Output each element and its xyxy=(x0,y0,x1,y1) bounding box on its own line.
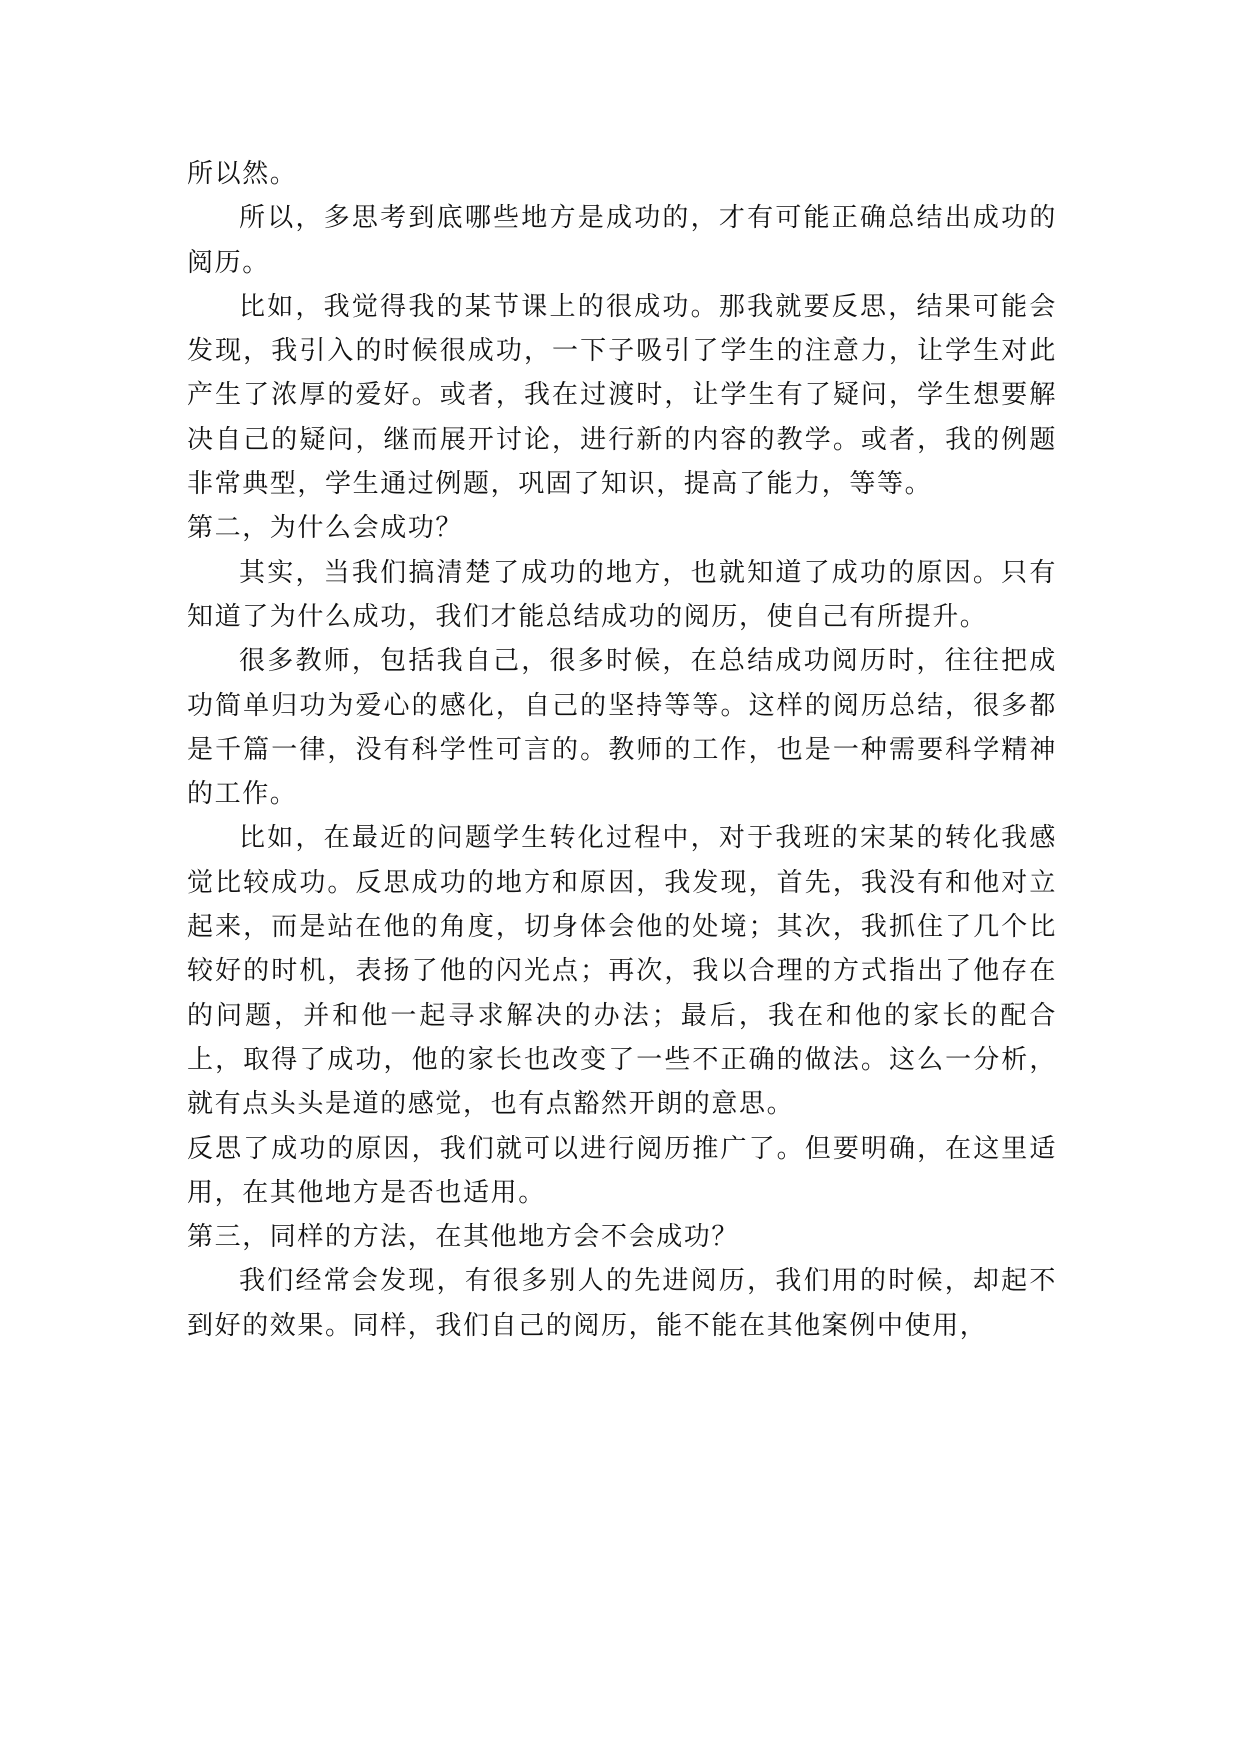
paragraph: 其实，当我们搞清楚了成功的地方，也就知道了成功的原因。只有知道了为什么成功，我们才能总结成功的阅历，使自己有所提升。 xyxy=(187,557,1057,632)
section-heading: 第二，为什么会成功？ xyxy=(187,513,464,544)
paragraph: 我们经常会发现，有很多别人的先进阅历，我们用的时候，却起不到好的效果。同样，我们自己的阅历，能不能在其他案例中使用， xyxy=(187,1266,1057,1341)
paragraph: 很多教师，包括我自己，很多时候，在总结成功阅历时，往往把成功简单归功为爱心的感化，自己的坚持等等。这样的阅历总结，很多都是千篇一律，没有科学性可言的。教师的工作，也是一种需要科学精神的工作。 xyxy=(187,646,1057,810)
section-heading: 第三，同样的方法，在其他地方会不会成功？ xyxy=(187,1222,740,1253)
body-text xyxy=(187,152,1057,1348)
paragraph: 比如，在最近的问题学生转化过程中，对于我班的宋某的转化我感觉比较成功。反思成功的地方和原因，我发现，首先，我没有和他对立起来，而是站在他的角度，切身体会他的处境；其次，我抓住了几个比较好的时机，表扬了他的闪光点；再次，我以合理的方式指出了他存在的问题，并和他一起寻求解决的办法；最后，我在和他的家长的配合上，取得了成功，他的家长也改变了一些不正确的做法。这么一分析，就有点头头是道的感觉，也有点豁然开朗的意思。 xyxy=(187,823,1057,1120)
paragraph: 所以然。 xyxy=(187,159,298,189)
paragraph: 比如，我觉得我的某节课上的很成功。那我就要反思，结果可能会发现，我引入的时候很成功，一下子吸引了学生的注意力，让学生对此产生了浓厚的爱好。或者，我在过渡时，让学生有了疑问，学生想要解决自己的疑问，继而展开讨论，进行新的内容的教学。或者，我的例题非常典型，学生通过例题，巩固了知识，提高了能力，等等。 xyxy=(187,291,1057,500)
paragraph: 所以，多思考到底哪些地方是成功的，才有可能正确总结出成功的阅历。 xyxy=(187,203,1057,278)
paragraph: 反思了成功的原因，我们就可以进行阅历推广了。但要明确，在这里适用，在其他地方是否也适用。 xyxy=(187,1133,1057,1208)
